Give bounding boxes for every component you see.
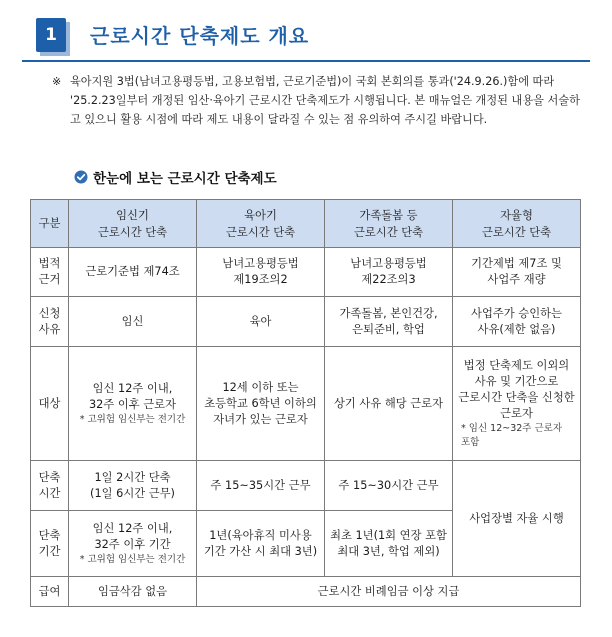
cell-hours-childcare: 주 15~35시간 근무: [197, 461, 325, 511]
cell-hours-family-care: 주 15~30시간 근무: [325, 461, 453, 511]
table-row: [31, 461, 581, 511]
cell-pay-rest: 근로시간 비례임금 이상 지급: [197, 577, 581, 607]
subheading-text: 한눈에 보는 근로시간 단축제도: [93, 171, 277, 187]
check-circle-icon: [74, 170, 88, 184]
cell-target-autonomous: [453, 347, 581, 461]
header-pregnancy-label: 임신기 근로시간 단축: [97, 208, 168, 239]
cell-hours-pregnancy: 1일 2시간 단축 (1일 6시간 근무): [69, 461, 197, 511]
header-family-care-label: 가족돌봄 등 근로시간 단축: [353, 208, 424, 239]
notice-text: 육아지원 3법(남녀고용평등법, 고용보험법, 근로기준법)이 국회 본회의를 통과('24.9.26.)함에 따라 '25.2.23일부터 개정된 임산·육아기 근로시간 단축제도가 시행됩니다. 본 매뉴얼은 개정된 내용을 서술하고 있으니 활용 시점에 따라 제도 내용이 달라질 수 있는 점 유의하여 주시길 바랍니다.: [70, 75, 580, 126]
subheading: [74, 167, 277, 187]
cell-target-pregnancy: [69, 347, 197, 461]
table-row: [31, 347, 581, 461]
cell-period-pregnancy-text: 임신 12주 이내, 32주 이후 기간: [92, 521, 173, 551]
row-label-pay: 급여: [31, 577, 69, 607]
header-childcare-label: 육아기 근로시간 단축: [225, 208, 296, 239]
header-autonomous-label: 자율형 근로시간 단축: [481, 208, 552, 239]
header-autonomous: [453, 200, 581, 248]
cell-basis-childcare: 남녀고용평등법 제19조의2: [197, 248, 325, 297]
cell-basis-autonomous: 기간제법 제7조 및 사업주 재량: [453, 248, 581, 297]
row-label-hours: 단축 시간: [31, 461, 69, 511]
section-number-badge: 1: [36, 18, 66, 52]
header-pregnancy: [69, 200, 197, 248]
table-row: [31, 297, 581, 347]
cell-target-autonomous-text: 법정 단축제도 이외의 사유 및 기간으로 근로시간 단축을 신청한 근로자: [458, 358, 575, 420]
cell-basis-pregnancy: 근로기준법 제74조: [69, 248, 197, 297]
header-family-care: [325, 200, 453, 248]
cell-period-pregnancy: [69, 511, 197, 577]
row-label-reason: 신청 사유: [31, 297, 69, 347]
cell-basis-family-care: 남녀고용평등법 제22조의3: [325, 248, 453, 297]
cell-period-pregnancy-note: * 고위험 임신부는 전기간: [79, 553, 186, 565]
row-label-period: 단축 기간: [31, 511, 69, 577]
row-label-basis: 법적 근거: [31, 248, 69, 297]
cell-period-childcare: 1년(육아휴직 미사용 기간 가산 시 최대 3년): [197, 511, 325, 577]
cell-pay-pregnancy: 임금삭감 없음: [69, 577, 197, 607]
table-header-row: [31, 200, 581, 248]
row-label-target: 대상: [31, 347, 69, 461]
cell-reason-childcare: 육아: [197, 297, 325, 347]
section-title: 근로시간 단축제도 개요: [90, 24, 310, 48]
reference-mark: ※: [52, 75, 62, 88]
cell-reason-pregnancy: 임신: [69, 297, 197, 347]
cell-reason-autonomous: 사업주가 승인하는 사유(제한 없음): [453, 297, 581, 347]
cell-target-family-care: 상기 사유 해당 근로자: [325, 347, 453, 461]
table-row: [31, 577, 581, 607]
cell-target-childcare: 12세 이하 또는 초등학교 6학년 이하의 자녀가 있는 근로자: [197, 347, 325, 461]
table-row: [31, 248, 581, 297]
header-divider: [22, 60, 590, 62]
header-childcare: [197, 200, 325, 248]
cell-period-family-care: 최초 1년(1회 연장 포함 최대 3년, 학업 제외): [325, 511, 453, 577]
notice-paragraph: [52, 72, 582, 129]
cell-target-pregnancy-text: 임신 12주 이내, 32주 이후 근로자: [88, 381, 177, 411]
section-header: [22, 12, 590, 54]
cell-target-pregnancy-note: * 고위험 임신부는 전기간: [79, 413, 186, 425]
overview-table: [30, 199, 581, 607]
cell-autonomous-merged: 사업장별 자율 시행: [453, 461, 581, 577]
cell-target-autonomous-note: * 임신 12~32주 근로자 포함: [461, 422, 563, 448]
cell-reason-family-care: 가족돌봄, 본인건강, 은퇴준비, 학업: [325, 297, 453, 347]
header-category: 구분: [31, 200, 69, 248]
